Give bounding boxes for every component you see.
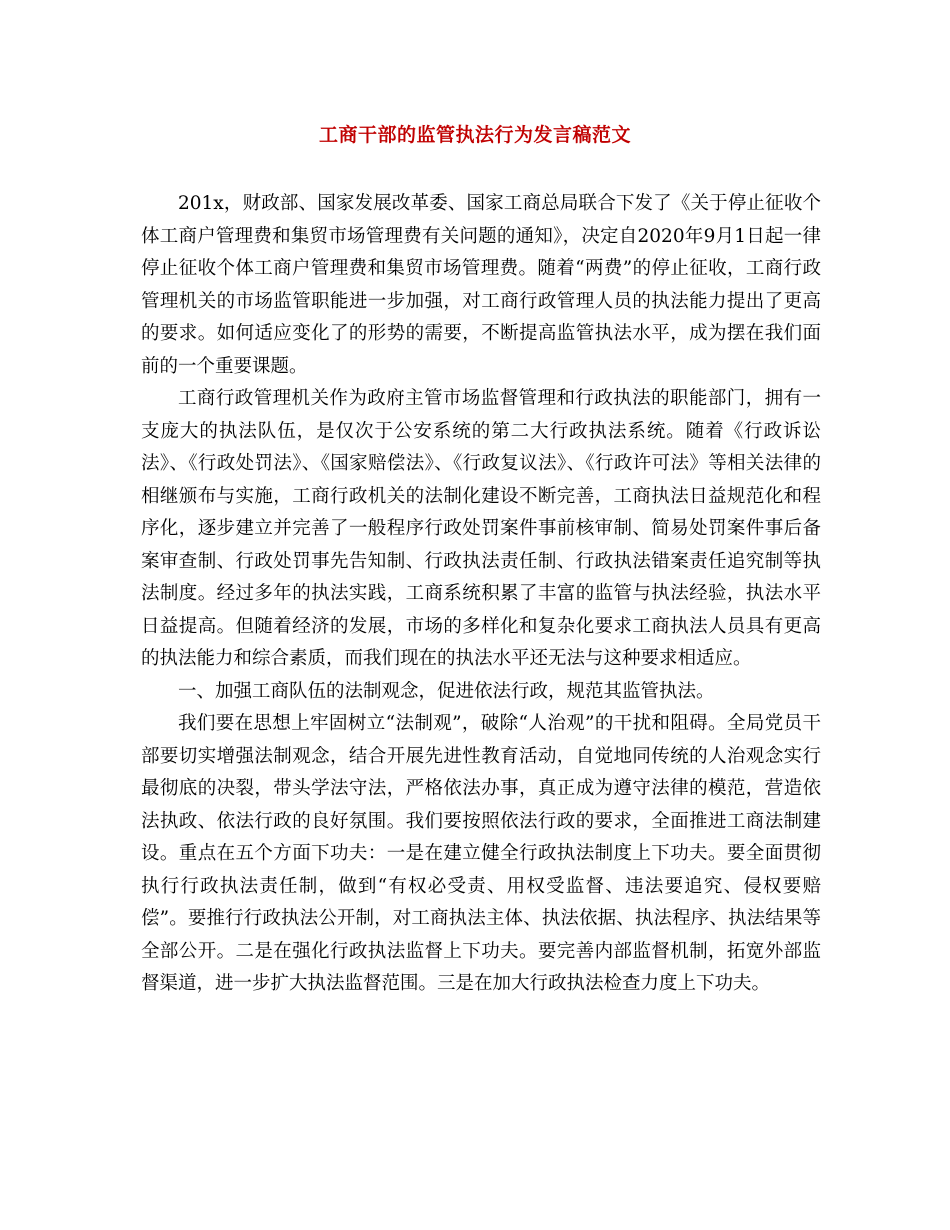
document-body <box>141 188 821 1001</box>
document-title: 工商干部的监管执法行为发言稿范文 <box>318 124 631 146</box>
paragraph-4: 我们要在思想上牢固树立“法制观”，破除“人治观”的干扰和阻碍。全局党员干部要切实增强法制观念，结合开展先进性教育活动，自觉地同传统的人治观念实行最彻底的决裂，带头学法守法，严格依法办事，真正成为遵守法律的模范，营造依法执政、依法行政的良好氛围。我们要按照依法行政的要求，全面推进工商法制建设。重点在五个方面下功夫：一是在建立健全行政执法制度上下功夫。要全面贯彻执行行政执法责任制，做到“有权必受责、用权受监督、违法要追究、侵权要赔偿”。要推行行政执法公开制，对工商执法主体、执法依据、执法程序、执法结果等全部公开。二是在强化行政执法监督上下功夫。要完善内部监督机制，拓宽外部监督渠道，进一步扩大执法监督范围。三是在加大行政执法检查力度上下功夫。 <box>141 713 821 994</box>
paragraph-2: 工商行政管理机关作为政府主管市场监督管理和行政执法的职能部门，拥有一支庞大的执法队伍，是仅次于公安系统的第二大行政执法系统。随着《行政诉讼法》、《行政处罚法》、《国家赔偿法》、《行政复议法》、《行政许可法》等相关法律的相继颁布与实施，工商行政机关的法制化建设不断完善，工商执法日益规范化和程序化，逐步建立并完善了一般程序行政处罚案件事前核审制、简易处罚案件事后备案审查制、行政处罚事先告知制、行政执法责任制、行政执法错案责任追究制等执法制度。经过多年的执法实践，工商系统积累了丰富的监管与执法经验，执法水平日益提高。但随着经济的发展，市场的多样化和复杂化要求工商执法人员具有更高的执法能力和综合素质，而我们现在的执法水平还无法与这种要求相适应。 <box>141 388 821 669</box>
paragraph-1: 201x，财政部、国家发展改革委、国家工商总局联合下发了《关于停止征收个体工商户管理费和集贸市场管理费有关问题的通知》，决定自2020年9月1日起一律停止征收个体工商户管理费和集贸市场管理费。随着“两费”的停止征收，工商行政管理机关的市场监管职能进一步加强，对工商行政管理人员的执法能力提出了更高的要求。如何适应变化了的形势的需要，不断提高监管执法水平，成为摆在我们面前的一个重要课题。 <box>141 193 821 377</box>
paragraph-3-heading: 一、加强工商队伍的法制观念，促进依法行政，规范其监管执法。 <box>178 680 715 702</box>
